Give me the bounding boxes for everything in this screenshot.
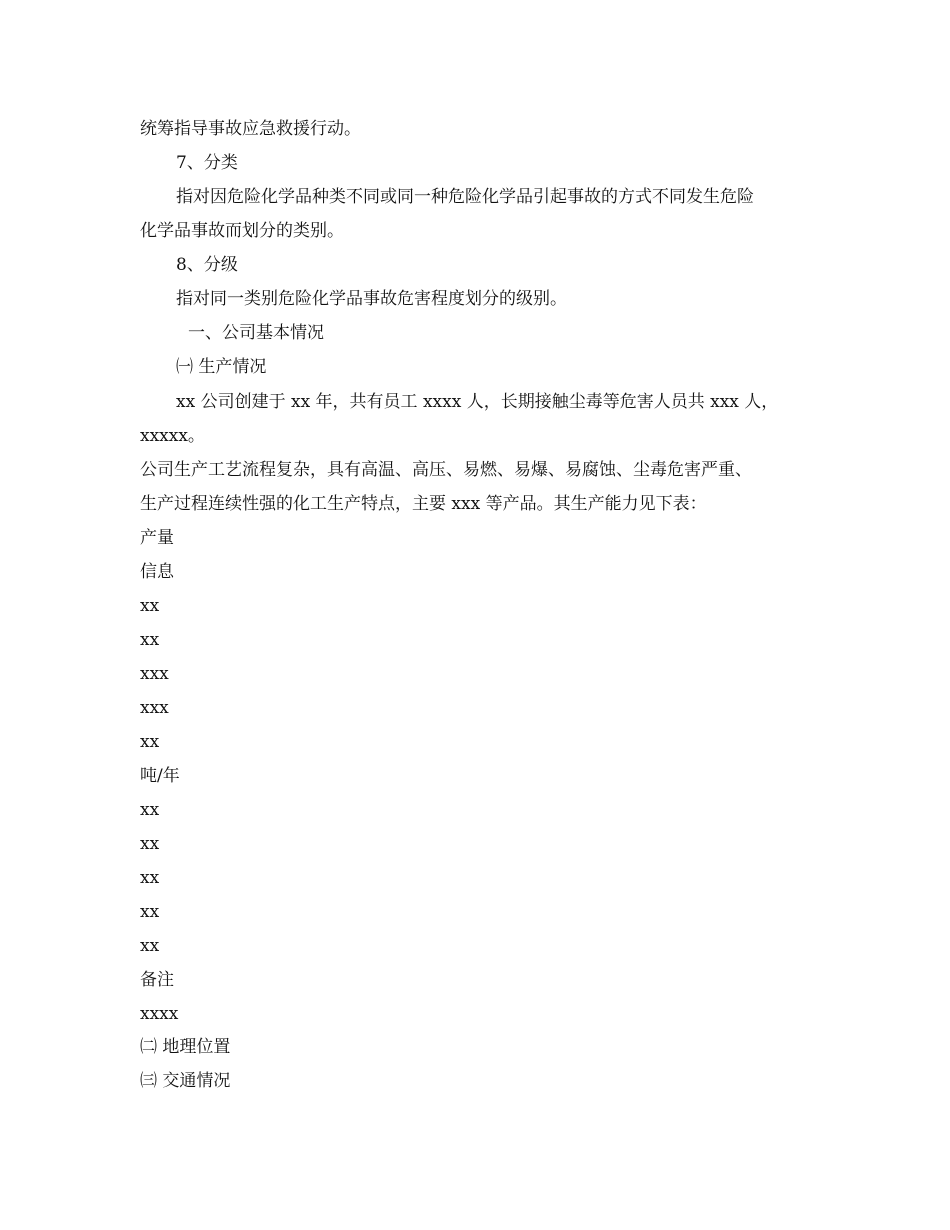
table-cell: xx <box>140 596 160 616</box>
text-line: xx 公司创建于 xx 年，共有员工 xxxx 人，长期接触尘毒等危害人员共 xxx 人， <box>176 392 779 412</box>
table-cell: 产量 <box>140 528 174 548</box>
subsection-heading: ㈡ 地理位置 <box>140 1037 231 1057</box>
table-cell: xx <box>140 630 160 650</box>
text-line: xxxxx。 <box>140 426 205 446</box>
text-line: 统筹指导事故应急救援行动。 <box>140 119 361 139</box>
chapter-heading: 一、公司基本情况 <box>188 323 324 343</box>
table-cell: 信息 <box>140 562 174 582</box>
text-line: 公司生产工艺流程复杂，具有高温、高压、易燃、易爆、易腐蚀、尘毒危害严重、 <box>140 460 752 480</box>
table-cell: xxx <box>140 698 169 718</box>
table-cell: xx <box>140 868 160 888</box>
table-cell: 吨/年 <box>140 766 180 786</box>
table-cell: xx <box>140 800 160 820</box>
text-line: 指对因危险化学品种类不同或同一种危险化学品引起事故的方式不同发生危险 <box>176 187 754 207</box>
text-line: 化学品事故而划分的类别。 <box>140 221 344 241</box>
section-heading: 8、分级 <box>176 255 238 275</box>
text-line: 指对同一类别危险化学品事故危害程度划分的级别。 <box>176 289 567 309</box>
section-heading: 7、分类 <box>176 153 238 173</box>
table-cell: 备注 <box>140 970 174 990</box>
subsection-heading: ㈢ 交通情况 <box>140 1071 231 1091</box>
table-cell: xx <box>140 936 160 956</box>
text-line: 生产过程连续性强的化工生产特点，主要 xxx 等产品。其生产能力见下表： <box>140 494 707 514</box>
table-cell: xx <box>140 902 160 922</box>
table-cell: xx <box>140 834 160 854</box>
table-cell: xxx <box>140 664 169 684</box>
table-cell: xx <box>140 732 160 752</box>
subsection-heading: ㈠ 生产情况 <box>176 357 267 377</box>
table-cell: xxxx <box>140 1004 179 1024</box>
